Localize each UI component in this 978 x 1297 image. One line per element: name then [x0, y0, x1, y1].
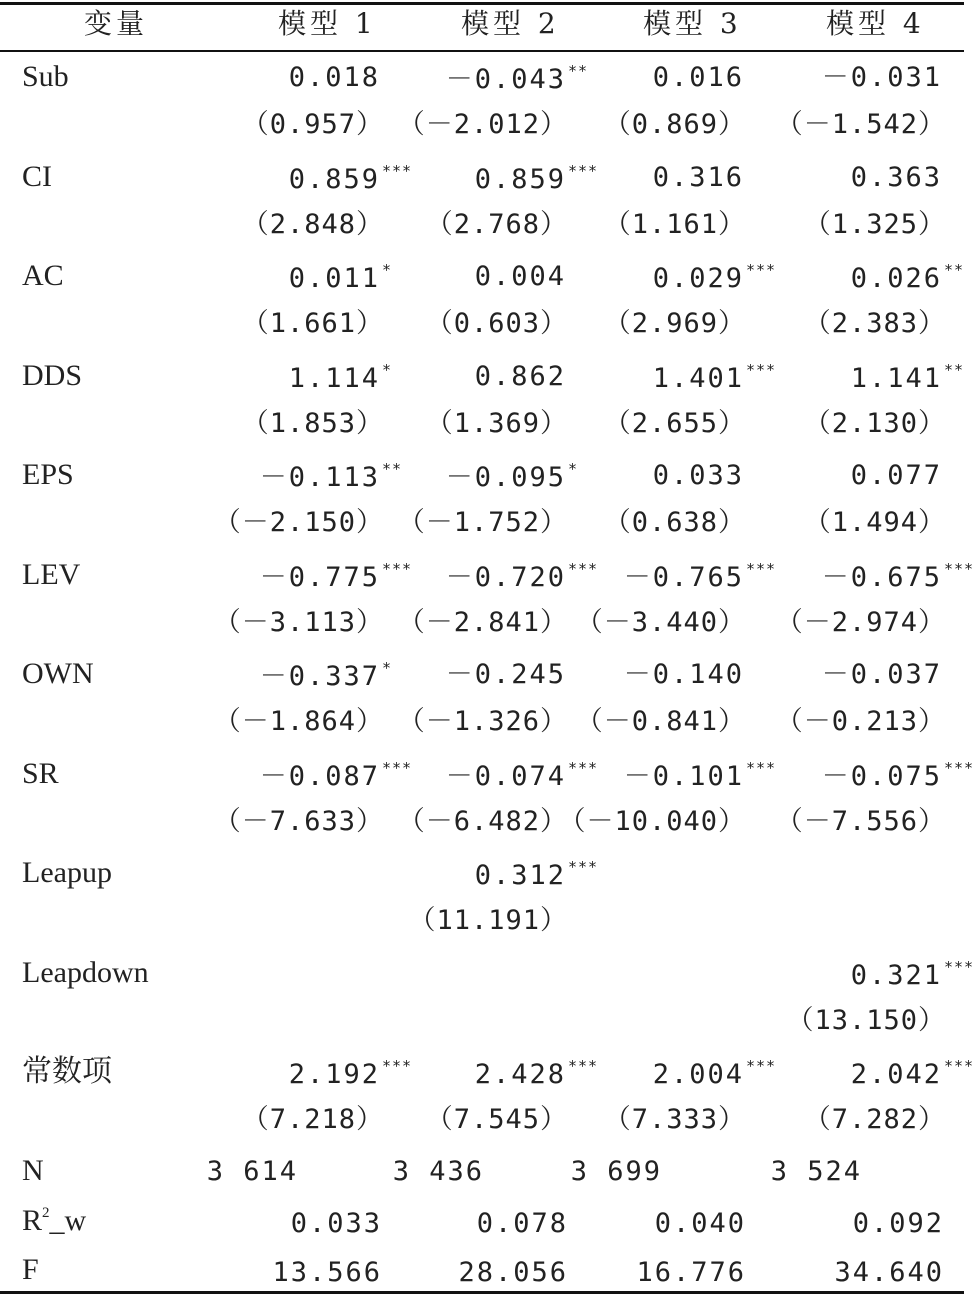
- stat-r2-value: 0.033: [290, 1207, 382, 1239]
- coef-value: 0.029: [652, 263, 744, 294]
- coef-cell: [851, 1059, 978, 1088]
- row-label: SR: [22, 756, 59, 790]
- significance-stars: ***: [944, 559, 975, 578]
- coef-value: 0.859: [288, 163, 380, 195]
- t-stat-cell: （0.638）: [603, 507, 746, 538]
- significance-stars: ***: [568, 559, 599, 578]
- coef-value: 0.018: [288, 62, 380, 93]
- table-bottom-rule: [0, 1291, 964, 1294]
- coef-cell: [446, 462, 602, 491]
- t-stat-cell: （－3.440）: [575, 606, 746, 638]
- r2-label-main: R: [22, 1203, 43, 1237]
- coef-cell: [652, 161, 780, 193]
- coef-cell: [850, 161, 978, 193]
- significance-stars: ***: [382, 758, 413, 777]
- stat-r2-value: 0.040: [654, 1207, 746, 1239]
- t-stat-cell: （－1.864）: [213, 706, 384, 737]
- coef-cell: [652, 360, 780, 394]
- coef-value: 0.026: [850, 263, 942, 294]
- header-model-2: 模型 2: [461, 7, 560, 40]
- coef-value: －0.765: [623, 561, 744, 593]
- coef-cell: [289, 1059, 416, 1088]
- coef-value: －0.113: [259, 462, 380, 493]
- t-stat-cell: （2.130）: [803, 407, 946, 439]
- coef-cell: [821, 559, 978, 593]
- t-stat-cell: （0.957）: [241, 109, 384, 140]
- significance-stars: ***: [568, 161, 599, 180]
- t-stat-cell: （－2.150）: [213, 507, 384, 538]
- coef-value: －0.043: [445, 64, 566, 95]
- coef-value: －0.337: [259, 661, 380, 692]
- coef-cell: [850, 360, 978, 394]
- row-label: Leapdown: [22, 955, 149, 989]
- t-stat-cell: （11.191）: [408, 905, 568, 936]
- coef-value: －0.101: [623, 760, 744, 792]
- coef-cell: [653, 1059, 780, 1088]
- t-stat-cell: （1.325）: [803, 208, 946, 240]
- t-stat-cell: （－3.113）: [213, 606, 384, 638]
- t-stat-cell: （0.603）: [425, 308, 568, 339]
- significance-stars: *: [568, 460, 579, 478]
- t-stat-cell: （－2.974）: [775, 606, 946, 638]
- t-stat-cell: （－1.542）: [775, 109, 946, 140]
- row-label: 常数项: [22, 1055, 112, 1088]
- coef-cell: [289, 263, 416, 292]
- coef-cell: [445, 559, 602, 593]
- coef-value: 2.042: [850, 1059, 942, 1090]
- coef-value: 0.862: [474, 360, 566, 392]
- coef-value: －0.087: [259, 760, 380, 792]
- significance-stars: **: [568, 62, 589, 80]
- row-label: LEV: [22, 557, 81, 591]
- coef-value: 0.316: [652, 161, 744, 193]
- coef-value: 0.859: [474, 163, 566, 195]
- coef-value: －0.037: [821, 659, 942, 690]
- coef-cell: [821, 758, 978, 792]
- stat-label-n: N: [22, 1153, 44, 1187]
- stat-f-value: 16.776: [636, 1256, 746, 1288]
- coef-value: 2.428: [474, 1059, 566, 1090]
- significance-stars: ***: [944, 957, 975, 976]
- row-label: AC: [22, 259, 64, 292]
- coef-value: 2.004: [652, 1059, 744, 1090]
- r2-label-rest: _w: [49, 1203, 87, 1237]
- t-stat-cell: （13.150）: [786, 1004, 946, 1036]
- t-stat-cell: （2.655）: [603, 407, 746, 439]
- coef-value: －0.095: [445, 462, 566, 493]
- stat-n-value: 3 699: [570, 1155, 662, 1187]
- row-label: DDS: [22, 358, 83, 392]
- significance-stars: ***: [746, 559, 777, 578]
- coef-cell: [474, 360, 602, 392]
- significance-stars: **: [382, 460, 403, 478]
- coef-value: 0.033: [652, 460, 744, 491]
- coef-value: 0.004: [474, 261, 566, 292]
- header-model-1: 模型 1: [278, 7, 377, 40]
- row-label: Sub: [22, 60, 69, 93]
- stat-f-value: 28.056: [458, 1256, 568, 1288]
- t-stat-cell: （1.661）: [241, 308, 384, 339]
- t-stat-cell: （－6.482）: [397, 805, 568, 837]
- coef-value: 1.401: [652, 362, 744, 394]
- significance-stars: ***: [746, 261, 777, 279]
- coef-cell: [851, 462, 978, 489]
- stat-label-r2: [22, 1203, 87, 1237]
- significance-stars: ***: [746, 1057, 777, 1075]
- t-stat-cell: （－0.841）: [575, 706, 746, 737]
- stat-r2-value: 0.092: [852, 1207, 944, 1239]
- coef-cell: [624, 661, 780, 688]
- coef-cell: [289, 64, 416, 91]
- t-stat-cell: （7.545）: [425, 1104, 568, 1135]
- significance-stars: ***: [944, 1057, 975, 1075]
- coef-value: 0.312: [474, 860, 566, 891]
- significance-stars: ***: [944, 758, 975, 777]
- coef-cell: [260, 462, 416, 491]
- t-stat-cell: （－2.841）: [397, 606, 568, 638]
- coef-cell: [822, 64, 978, 91]
- coef-cell: [474, 161, 602, 195]
- row-label: OWN: [22, 657, 94, 690]
- row-label: Leapup: [22, 856, 112, 889]
- t-stat-cell: （－7.556）: [775, 805, 946, 837]
- stat-r2-value: 0.078: [476, 1207, 568, 1239]
- coef-cell: [623, 559, 780, 593]
- t-stat-cell: （－1.752）: [397, 507, 568, 538]
- coef-value: 0.011: [288, 263, 380, 294]
- coef-cell: [259, 559, 416, 593]
- coef-value: －0.675: [821, 561, 942, 593]
- stat-n-value: 3 436: [392, 1155, 484, 1187]
- t-stat-cell: （1.161）: [603, 208, 746, 240]
- t-stat-cell: （7.282）: [803, 1104, 946, 1135]
- significance-stars: ***: [568, 858, 599, 876]
- significance-stars: *: [382, 360, 393, 379]
- coef-value: －0.074: [445, 760, 566, 792]
- significance-stars: ***: [382, 161, 413, 180]
- coef-cell: [653, 263, 780, 292]
- stat-n-value: 3 524: [770, 1155, 862, 1187]
- coef-value: 2.192: [288, 1059, 380, 1090]
- coef-cell: [475, 860, 602, 889]
- row-label: EPS: [22, 458, 74, 491]
- significance-stars: ***: [746, 360, 777, 379]
- coef-cell: [288, 360, 416, 394]
- coef-value: －0.720: [445, 561, 566, 593]
- coef-cell: [445, 758, 602, 792]
- coef-cell: [850, 957, 978, 991]
- t-stat-cell: （0.869）: [603, 109, 746, 140]
- t-stat-cell: （1.853）: [241, 407, 384, 439]
- header-model-3: 模型 3: [643, 7, 742, 40]
- coef-value: －0.075: [821, 760, 942, 792]
- significance-stars: ***: [746, 758, 777, 777]
- significance-stars: **: [944, 360, 965, 379]
- coef-value: 0.321: [850, 959, 942, 991]
- t-stat-cell: （7.333）: [603, 1104, 746, 1135]
- t-stat-cell: （－0.213）: [775, 706, 946, 737]
- coef-value: 0.363: [850, 161, 942, 193]
- coef-value: －0.031: [821, 62, 942, 93]
- t-stat-cell: （－2.012）: [397, 109, 568, 140]
- coef-value: 1.114: [288, 362, 380, 394]
- coef-cell: [475, 1059, 602, 1088]
- significance-stars: ***: [568, 1057, 599, 1075]
- t-stat-cell: （2.768）: [425, 208, 568, 240]
- coef-cell: [288, 161, 416, 195]
- significance-stars: **: [944, 261, 965, 279]
- coef-cell: [822, 661, 978, 688]
- coef-cell: [653, 64, 780, 91]
- significance-stars: ***: [382, 1057, 413, 1075]
- stat-f-value: 13.566: [272, 1256, 382, 1288]
- t-stat-cell: （2.383）: [803, 308, 946, 339]
- coef-cell: [259, 758, 416, 792]
- coef-cell: [446, 661, 602, 688]
- header-variable: 变量: [84, 7, 149, 40]
- coef-value: －0.245: [445, 659, 566, 690]
- stat-n-value: 3 614: [206, 1155, 298, 1187]
- coef-value: 0.016: [652, 62, 744, 93]
- t-stat-cell: （－10.040）: [558, 805, 746, 837]
- coef-cell: [475, 263, 602, 290]
- t-stat-cell: （2.969）: [603, 308, 746, 339]
- stat-label-f: F: [22, 1252, 39, 1286]
- coef-cell: [260, 661, 416, 690]
- header-model-4: 模型 4: [826, 7, 925, 40]
- row-label: CI: [22, 159, 52, 193]
- coef-cell: [623, 758, 780, 792]
- coef-value: －0.775: [259, 561, 380, 593]
- coef-value: 1.141: [850, 362, 942, 394]
- significance-stars: ***: [568, 758, 599, 777]
- significance-stars: *: [382, 261, 393, 279]
- table-header-rule: [0, 50, 964, 52]
- coef-cell: [653, 462, 780, 489]
- t-stat-cell: （－1.326）: [397, 706, 568, 737]
- table-top-rule: [0, 2, 964, 5]
- r2-label-sup: 2: [42, 1204, 50, 1221]
- stat-f-value: 34.640: [834, 1256, 944, 1288]
- t-stat-cell: （－7.633）: [213, 805, 384, 837]
- coef-cell: [446, 64, 602, 93]
- significance-stars: ***: [382, 559, 413, 578]
- significance-stars: *: [382, 659, 393, 677]
- coef-value: 0.077: [850, 460, 942, 491]
- t-stat-cell: （1.494）: [803, 507, 946, 538]
- t-stat-cell: （2.848）: [241, 208, 384, 240]
- coef-cell: [851, 263, 978, 292]
- coef-value: －0.140: [623, 659, 744, 690]
- t-stat-cell: （7.218）: [241, 1104, 384, 1135]
- t-stat-cell: （1.369）: [425, 407, 568, 439]
